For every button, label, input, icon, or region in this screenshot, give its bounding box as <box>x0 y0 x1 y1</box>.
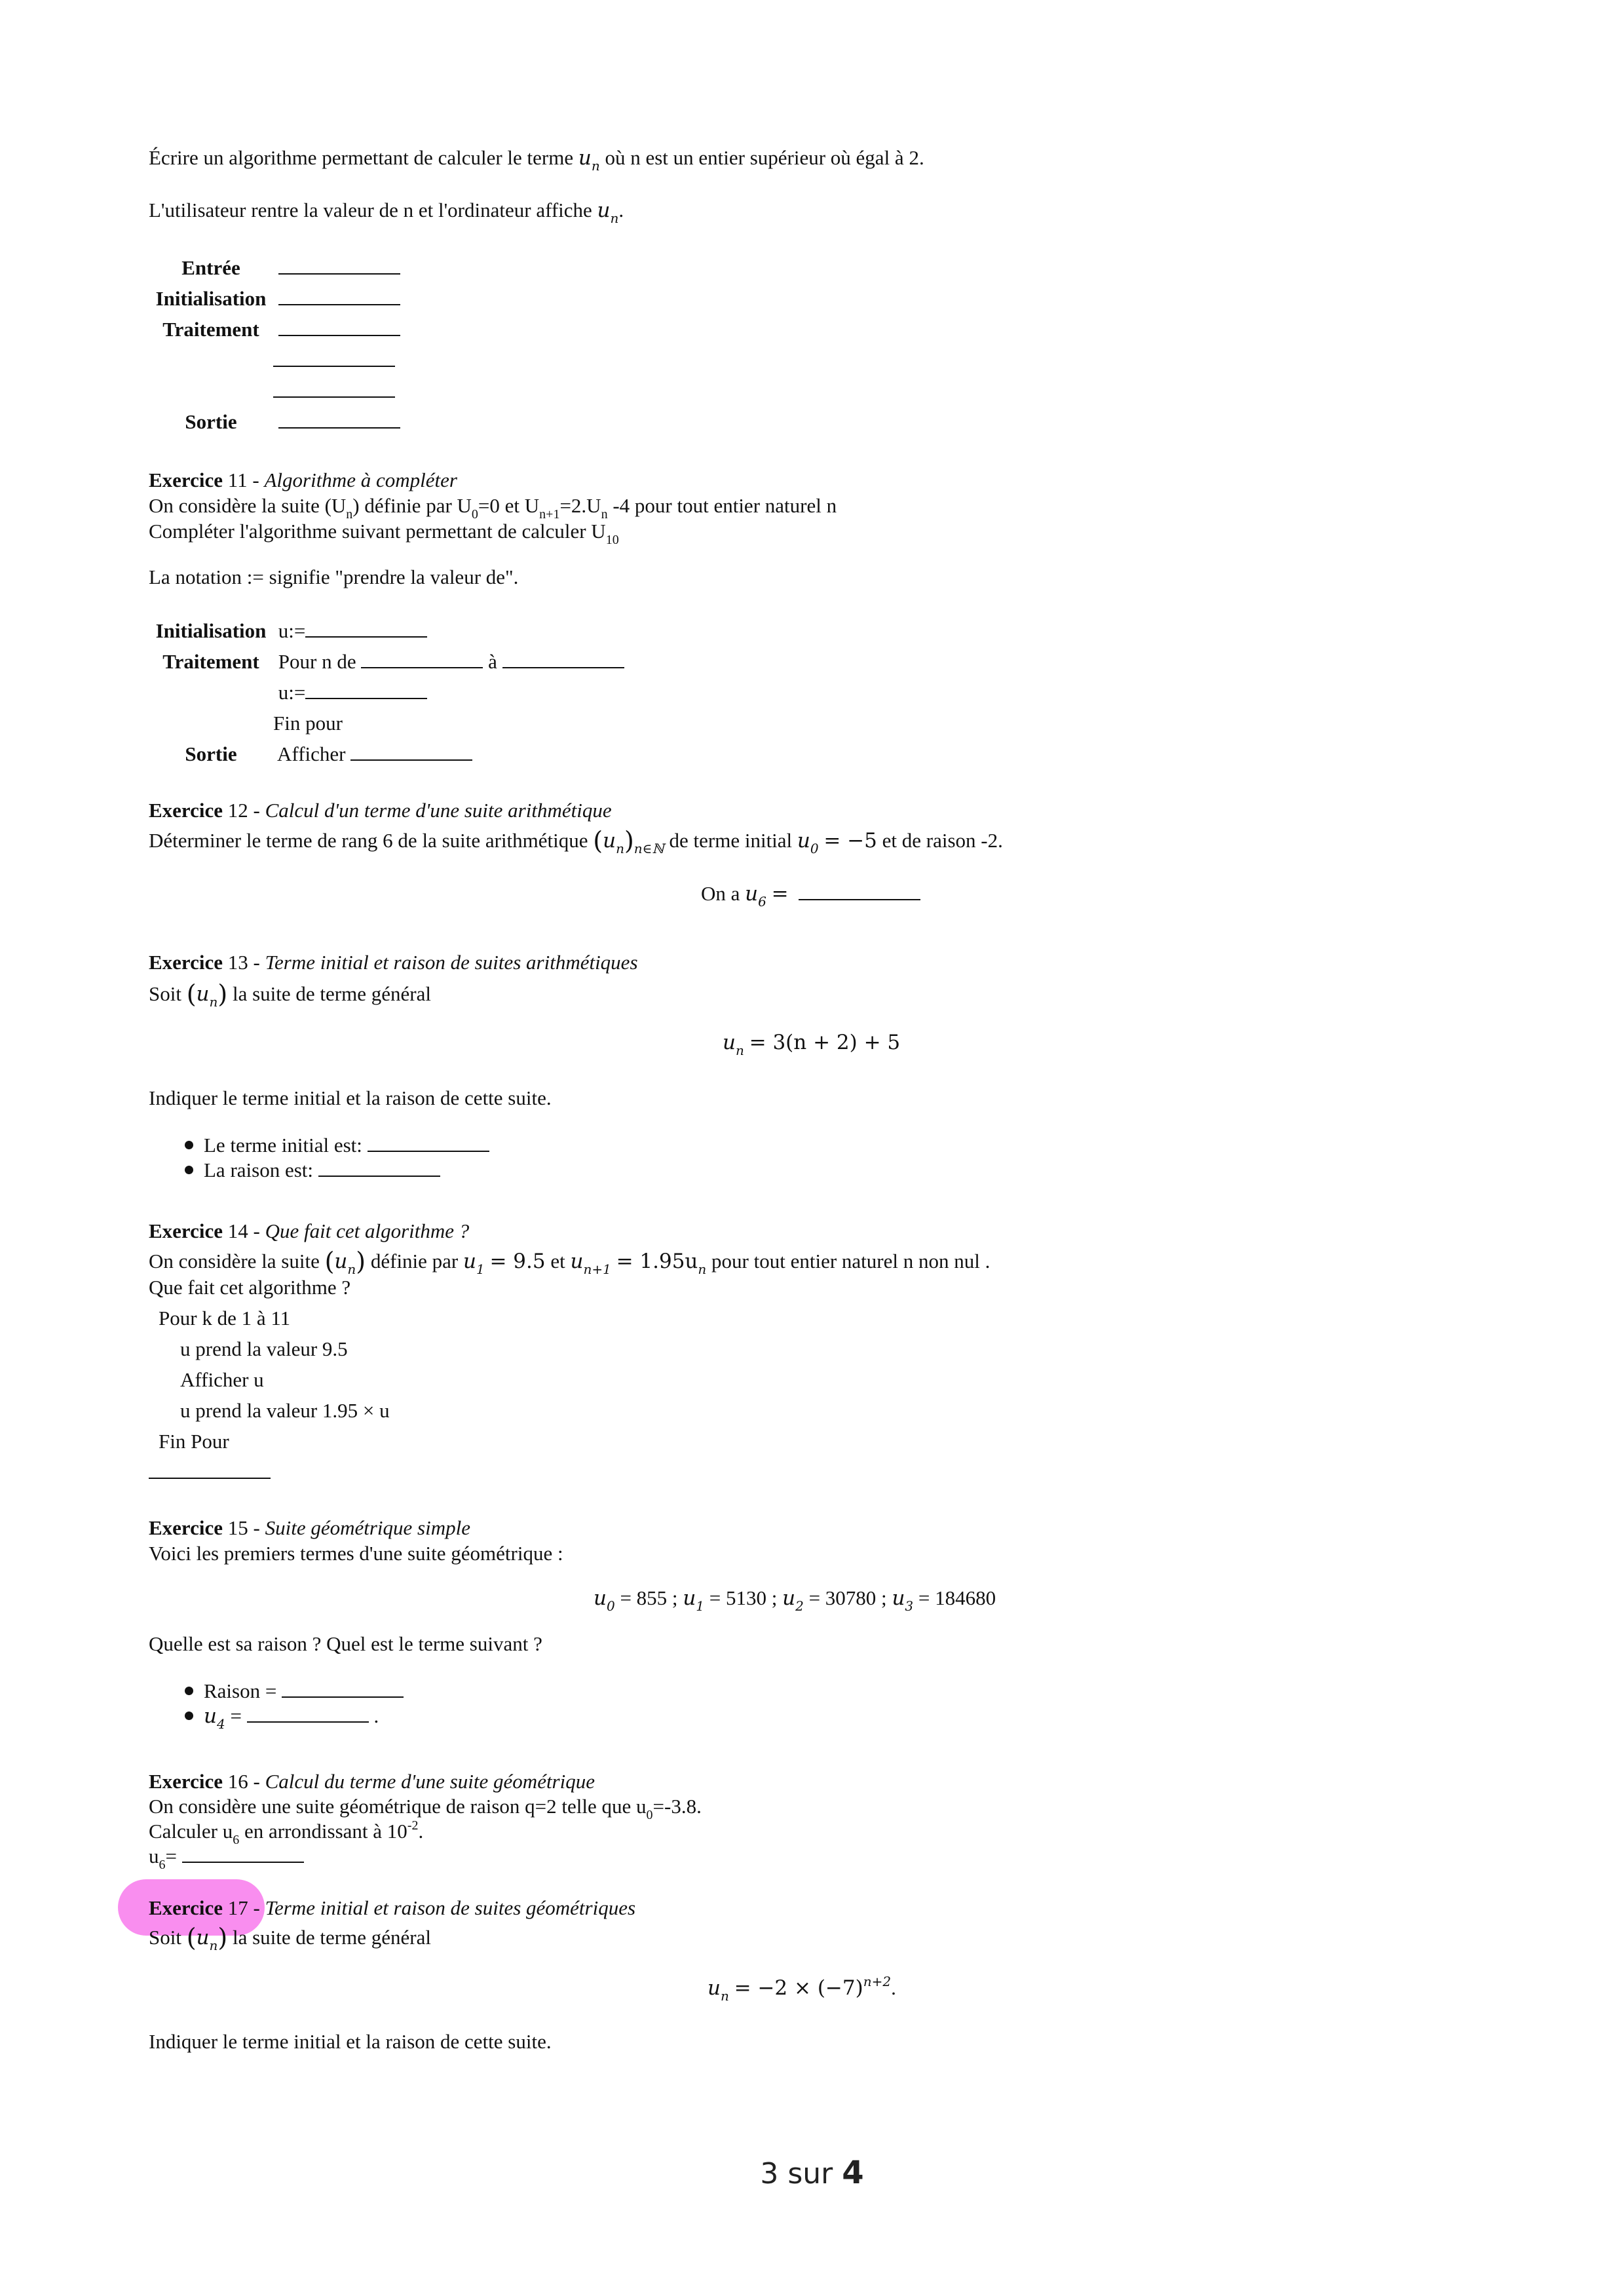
ex13-heading: Exercice 13 - Terme initial et raison de suites arithmétiques <box>149 951 638 974</box>
answer-blank[interactable] <box>305 619 427 638</box>
answer-blank[interactable] <box>282 1679 404 1698</box>
ex11-line-2: Compléter l'algorithme suivant permettant de calculer $U_{10}$ <box>149 520 619 547</box>
ex15-bullet-1: Raison = <box>185 1679 404 1703</box>
ex14-algo-line: Fin Pour <box>159 1430 229 1453</box>
answer-blank[interactable] <box>273 379 395 398</box>
algo-label-entree: Entrée <box>181 256 240 279</box>
answer-blank[interactable] <box>305 681 427 699</box>
intro-line-2: L'utilisateur rentre la valeur de n et l'ordinateur affiche $u_n$. <box>149 199 624 226</box>
ex14-line-1: On considère la suite $(u_n)$ définie par $u_1 = 9.5$ et $u_{n+1} = 1.95u_n$ pour tout entier naturel n non nul . <box>149 1247 991 1277</box>
algo-label-initialisation: Initialisation <box>155 287 267 310</box>
answer-blank[interactable] <box>182 1845 304 1863</box>
ex15-heading: Exercice 15 - Suite géométrique simple <box>149 1516 470 1539</box>
algo-row-entree <box>149 256 400 280</box>
ex11-row-initialisation: Initialisation u:= <box>149 619 427 643</box>
ex17-formula: $u_n = -2 \times (-7)^{n+2}$. <box>708 1974 896 2004</box>
ex12-answer-line: On a $u_6$ = <box>701 881 920 906</box>
ex16-line-1: On considère une suite géométrique de raison q=2 telle que $u_0=-3.8$. <box>149 1795 702 1822</box>
ex15-question: Quelle est sa raison ? Quel est le terme suivant ? <box>149 1632 542 1655</box>
ex14-algo-line: Pour k de 1 à 11 <box>159 1307 291 1330</box>
ex16-line-2: Calculer $u_6$ en arrondissant à $10^{-2}$. <box>149 1818 424 1847</box>
ex11-row-traitement: Traitement Pour n de à <box>149 649 624 674</box>
answer-blank[interactable] <box>278 318 400 336</box>
algo-row-blank <box>149 348 395 372</box>
ex12-heading: Exercice 12 - Calcul d'un terme d'une suite arithmétique <box>149 799 612 822</box>
ex11-heading: Exercice 11 - Algorithme à compléter <box>149 469 457 491</box>
ex14-question: Que fait cet algorithme ? <box>149 1276 351 1299</box>
algo-row-blank <box>149 379 395 403</box>
ex11-line-1: On considère la suite $(U_n)$ définie par $U_0=0$ et $U_{n+1}=2.U_n$ -4 pour tout entier naturel n <box>149 494 837 522</box>
ex13-line-1: Soit $(u_n)$ la suite de terme général <box>149 980 431 1010</box>
answer-blank[interactable] <box>247 1704 369 1723</box>
algo-label-traitement: Traitement <box>162 318 259 341</box>
ex14-algo-line: u prend la valeur 1.95 × u <box>180 1399 390 1422</box>
answer-blank[interactable] <box>149 1461 271 1479</box>
ex14-algo-line: u prend la valeur 9.5 <box>180 1337 348 1360</box>
ex16-line-3: $u_6=$ <box>149 1844 304 1868</box>
answer-blank[interactable] <box>318 1158 440 1177</box>
ex15-line-1: Voici les premiers termes d'une suite géométrique : <box>149 1542 563 1565</box>
ex11-row-sortie: Sortie Afficher <box>149 742 472 766</box>
answer-blank[interactable] <box>350 742 472 761</box>
ex17-line-1: Soit $(u_n)$ la suite de terme général <box>149 1923 431 1953</box>
ex14-algo-line: Afficher u <box>180 1368 264 1391</box>
ex13-bullet-2: La raison est: <box>185 1158 440 1182</box>
ex17-heading: Exercice 17 - Terme initial et raison de suites géométriques <box>149 1896 636 1919</box>
ex15-bullet-2: $u_4$ = . <box>185 1704 379 1729</box>
page-number: 3 sur 4 <box>760 2154 864 2191</box>
algo-row-traitement <box>149 317 400 341</box>
answer-blank[interactable] <box>278 256 400 275</box>
answer-blank[interactable] <box>361 650 483 668</box>
answer-blank[interactable] <box>799 882 920 900</box>
ex11-row-finpour: Fin pour <box>273 712 343 735</box>
ex13-formula: $u_n = 3(n + 2) + 5$ <box>723 1031 901 1058</box>
algo-label-sortie: Sortie <box>185 410 237 433</box>
ex15-terms: $u_0 = 855$ ; $u_1 = 5130$ ; $u_2 = 30780$ ; $u_3 = 184680$ <box>594 1586 996 1614</box>
ex13-instruction: Indiquer le terme initial et la raison de cette suite. <box>149 1086 552 1109</box>
answer-blank[interactable] <box>278 410 400 429</box>
ex16-heading: Exercice 16 - Calcul du terme d'une suite géométrique <box>149 1770 595 1793</box>
answer-blank[interactable] <box>502 650 624 668</box>
ex13-bullet-1: Le terme initial est: <box>185 1133 489 1157</box>
ex11-notation: La notation := signifie "prendre la valeur de". <box>149 565 519 588</box>
ex14-answer <box>149 1460 271 1484</box>
ex11-row-assign: u:= <box>149 680 427 704</box>
algo-row-initialisation <box>149 286 400 311</box>
algo-row-sortie <box>149 410 400 434</box>
answer-blank[interactable] <box>368 1134 489 1152</box>
answer-blank[interactable] <box>278 287 400 305</box>
ex14-heading: Exercice 14 - Que fait cet algorithme ? <box>149 1219 470 1242</box>
answer-blank[interactable] <box>273 349 395 367</box>
ex12-line-1: Déterminer le terme de rang 6 de la suite arithmétique $(u_n)_{n\in ℕ}$ de terme initial $u_0 = -5$ et de raison -2. <box>149 826 1003 856</box>
intro-line-1: Écrire un algorithme permettant de calculer le terme $u_n$ où n est un entier supérieur où égal à 2. <box>149 146 924 174</box>
ex17-instruction: Indiquer le terme initial et la raison de cette suite. <box>149 2030 552 2053</box>
